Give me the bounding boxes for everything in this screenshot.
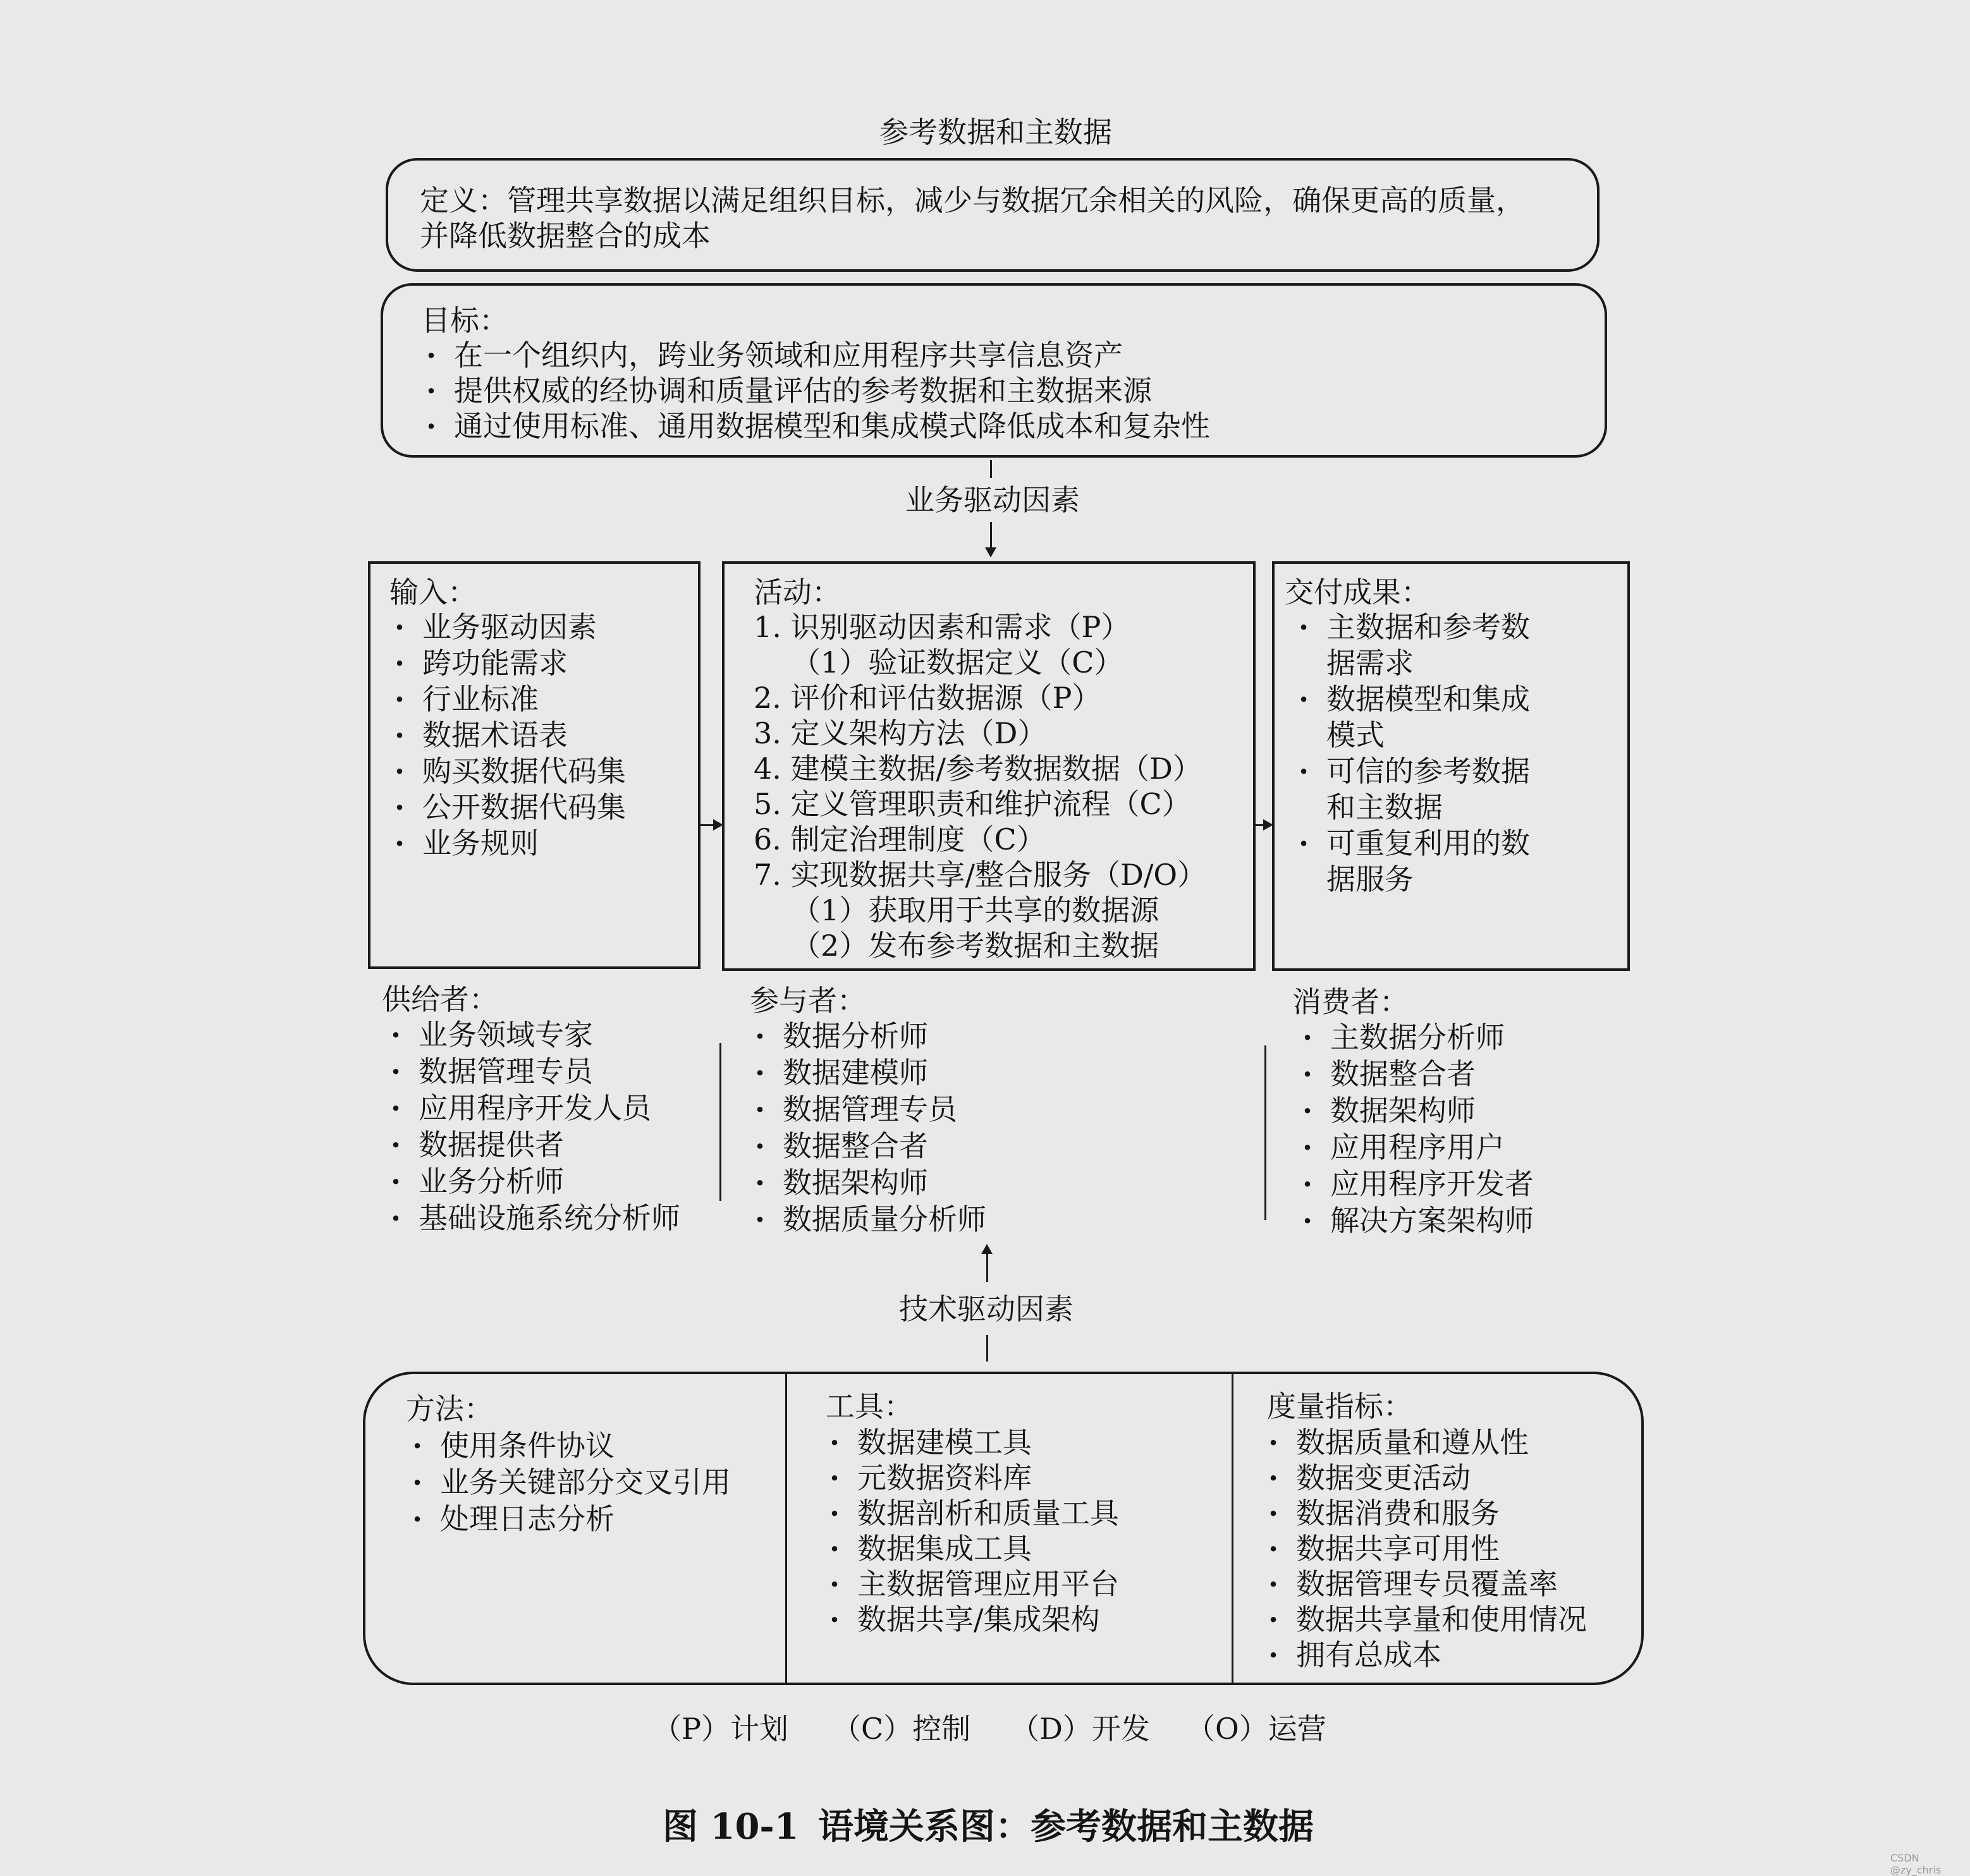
supplier-item: · 数据提供者: [379, 1126, 680, 1163]
methods-list: [401, 1427, 731, 1537]
input-item: · 跨功能需求: [383, 645, 626, 681]
technical-drivers-connector-top: [986, 1252, 988, 1282]
technical-drivers-label: 技术驱动因素: [899, 1292, 1074, 1326]
method-item: · 使用条件协议: [401, 1427, 731, 1464]
consumer-item: · 应用程序用户: [1291, 1129, 1534, 1166]
participants-heading: 参与者：: [750, 984, 866, 1018]
methods-tools-divider: [785, 1374, 787, 1683]
figure-number: 图 10-1: [663, 1806, 799, 1848]
technical-drivers-connector-bottom: [986, 1335, 988, 1361]
watermark: CSDN @zy_chris: [1890, 1852, 1942, 1876]
deliverable-item: [1287, 825, 1530, 898]
arrow-down-icon: [985, 547, 996, 557]
metric-item: · 数据消费和服务: [1257, 1495, 1587, 1531]
definition-line-1: 定义：管理共享数据以满足组织目标，减少与数据冗余相关的风险，确保更高的质量，: [420, 183, 1525, 217]
metric-item: · 数据共享量和使用情况: [1257, 1602, 1587, 1637]
tools-metrics-divider: [1232, 1374, 1233, 1683]
deliverable-line: 据服务: [1326, 862, 1414, 896]
goal-item: · 通过使用标准、通用数据模型和集成模式降低成本和复杂性: [415, 408, 1210, 444]
goal-item: · 在一个组织内，跨业务领域和应用程序共享信息资产: [415, 338, 1210, 373]
consumers-divider: [1264, 1045, 1266, 1220]
figure-caption: 语境关系图：参考数据和主数据: [818, 1806, 1314, 1848]
metric-item: · 数据共享可用性: [1257, 1531, 1587, 1566]
goals-list: [415, 338, 1210, 444]
participant-item: · 数据建模师: [743, 1054, 986, 1091]
consumer-item: · 解决方案架构师: [1291, 1202, 1534, 1239]
legend-develop: （D）开发: [1010, 1712, 1150, 1746]
deliverable-item: [1287, 609, 1530, 681]
tool-item: · 主数据管理应用平台: [818, 1566, 1119, 1602]
deliverables-box: [1272, 561, 1630, 971]
input-item: · 数据术语表: [383, 717, 626, 753]
activity-substep: （1）验证数据定义（C）: [792, 645, 1123, 679]
deliverable-line: 和主数据: [1326, 790, 1443, 824]
deliverable-line: 模式: [1326, 718, 1385, 752]
consumer-item: · 应用程序开发者: [1291, 1166, 1534, 1202]
supplier-item: · 应用程序开发人员: [379, 1090, 680, 1126]
tool-item: · 数据共享/集成架构: [818, 1602, 1119, 1637]
participant-item: · 数据架构师: [743, 1164, 986, 1201]
supplier-item: · 业务分析师: [379, 1163, 680, 1200]
inputs-list: [383, 609, 626, 862]
business-drivers-label: 业务驱动因素: [905, 483, 1080, 517]
activity-step: 3. 定义架构方法（D）: [754, 716, 1047, 750]
supplier-item: · 业务领域专家: [379, 1016, 680, 1053]
metrics-list: [1257, 1425, 1587, 1672]
consumer-item: · 数据整合者: [1291, 1056, 1534, 1092]
deliverable-line: 可信的参考数据: [1326, 754, 1530, 788]
tool-item: · 元数据资料库: [818, 1460, 1119, 1495]
definition-line-2: 并降低数据整合的成本: [420, 219, 711, 253]
legend-control: （C）控制: [832, 1712, 971, 1746]
deliverables-list: [1287, 609, 1530, 898]
activities-heading: 活动：: [754, 575, 841, 609]
activity-substep: （1）获取用于共享的数据源: [792, 893, 1159, 927]
legend-operate: （O）运营: [1186, 1712, 1326, 1746]
consumers-list: [1291, 1019, 1534, 1239]
participant-item: · 数据整合者: [743, 1128, 986, 1164]
deliverable-item: [1287, 753, 1530, 825]
supplier-item: · 数据管理专员: [379, 1053, 680, 1090]
input-item: · 购买数据代码集: [383, 753, 626, 789]
participant-item: · 数据分析师: [743, 1018, 986, 1054]
activities-list: [754, 609, 1206, 963]
tool-item: · 数据剖析和质量工具: [818, 1495, 1119, 1531]
methods-heading: 方法：: [406, 1392, 493, 1426]
deliverable-line: 主数据和参考数: [1326, 610, 1530, 644]
diagram-title: 参考数据和主数据: [879, 115, 1112, 149]
consumer-item: · 数据架构师: [1291, 1092, 1534, 1129]
activities-box: [722, 561, 1256, 971]
metric-item: · 拥有总成本: [1257, 1637, 1587, 1672]
participants-list: [743, 1018, 986, 1238]
methods-tools-metrics-box: [363, 1372, 1644, 1685]
activity-step: 2. 评价和评估数据源（P）: [754, 681, 1101, 715]
deliverable-line: 据需求: [1326, 646, 1414, 680]
tools-heading: 工具：: [826, 1389, 913, 1423]
activity-step: 7. 实现数据共享/整合服务（D/O）: [754, 858, 1207, 892]
inputs-box: [368, 561, 701, 969]
activity-substep: （2）发布参考数据和主数据: [792, 929, 1159, 963]
suppliers-divider: [719, 1043, 721, 1201]
supplier-item: · 基础设施系统分析师: [379, 1200, 680, 1236]
consumer-item: · 主数据分析师: [1291, 1019, 1534, 1056]
goals-box: [381, 283, 1607, 458]
goal-item: · 提供权威的经协调和质量评估的参考数据和主数据来源: [415, 373, 1210, 408]
activity-step: 6. 制定治理制度（C）: [754, 822, 1046, 856]
input-item: · 业务规则: [383, 825, 626, 862]
activity-step: 4. 建模主数据/参考数据数据（D）: [754, 752, 1202, 786]
metric-item: · 数据质量和遵从性: [1257, 1425, 1587, 1460]
input-item: · 公开数据代码集: [383, 789, 626, 825]
input-item: · 行业标准: [383, 681, 626, 717]
participant-item: · 数据管理专员: [743, 1091, 986, 1128]
tools-list: [818, 1425, 1119, 1637]
tool-item: · 数据集成工具: [818, 1531, 1119, 1566]
goals-heading: 目标：: [421, 303, 508, 338]
metrics-heading: 度量指标：: [1267, 1389, 1412, 1423]
participant-item: · 数据质量分析师: [743, 1201, 986, 1238]
tool-item: · 数据建模工具: [818, 1425, 1119, 1460]
legend-plan: （P）计划: [652, 1712, 788, 1746]
business-drivers-connector-top: [990, 460, 992, 478]
business-drivers-connector-bottom: [990, 522, 992, 550]
input-item: · 业务驱动因素: [383, 609, 626, 645]
deliverable-line: 数据模型和集成: [1326, 682, 1530, 716]
inputs-heading: 输入：: [389, 575, 477, 609]
deliverable-item: [1287, 681, 1530, 753]
deliverables-heading: 交付成果：: [1285, 575, 1430, 609]
method-item: · 处理日志分析: [401, 1501, 731, 1537]
activity-step: 1. 识别驱动因素和需求（P）: [754, 610, 1130, 644]
definition-box: [386, 158, 1600, 272]
deliverable-line: 可重复利用的数: [1326, 826, 1530, 860]
activity-step: 5. 定义管理职责和维护流程（C）: [754, 787, 1191, 821]
method-item: · 业务关键部分交叉引用: [401, 1464, 731, 1501]
suppliers-heading: 供给者：: [382, 982, 498, 1016]
metric-item: · 数据管理专员覆盖率: [1257, 1566, 1587, 1602]
metric-item: · 数据变更活动: [1257, 1460, 1587, 1495]
consumers-heading: 消费者：: [1292, 985, 1409, 1019]
suppliers-list: [379, 1016, 680, 1236]
